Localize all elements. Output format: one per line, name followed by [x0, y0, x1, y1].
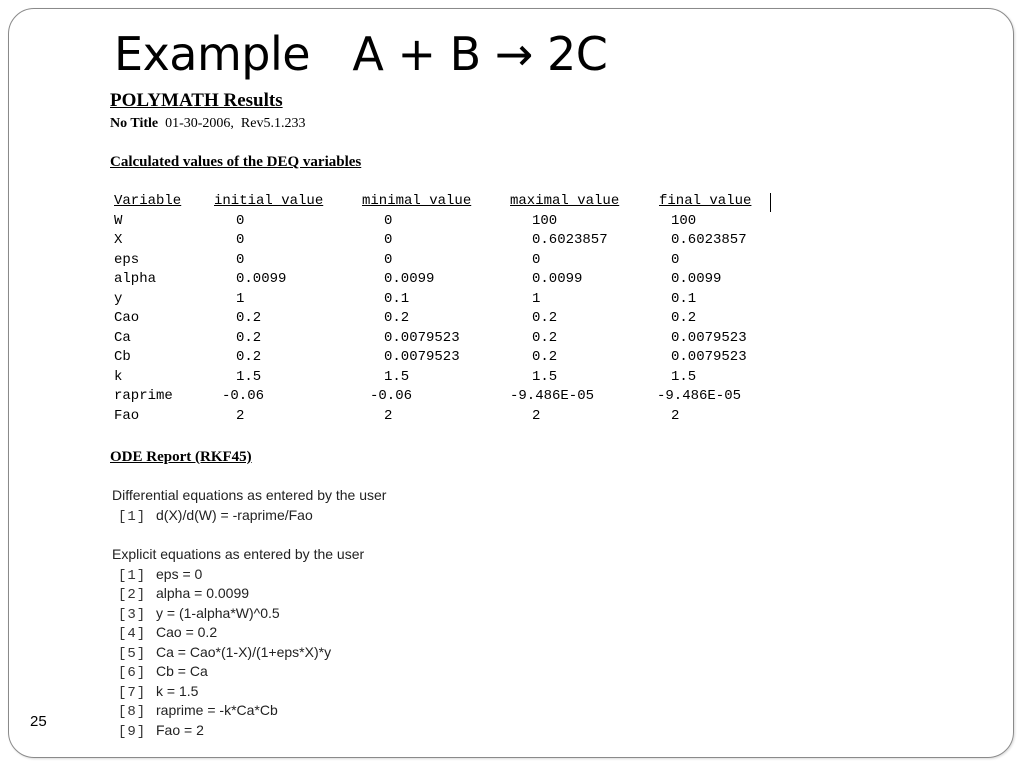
minimal-value-cell: 0.0079523 [384, 329, 460, 346]
table-row [114, 271, 722, 291]
variable-cell: Cb [114, 349, 131, 365]
minimal-value-cell: -0.06 [370, 388, 413, 404]
deq-heading: Calculated values of the DEQ variables [110, 154, 362, 170]
equation-text: Fao = 2 [156, 721, 204, 738]
variable-cell: Ca [114, 329, 131, 346]
equation-number: [7] [118, 684, 147, 701]
table-row [114, 329, 747, 350]
equation-number: [8] [118, 704, 147, 720]
equation-text: d(X)/d(W) = -raprime/Fao [156, 506, 313, 523]
table-row [114, 388, 742, 408]
variable-cell: W [114, 212, 123, 229]
equation-text: alpha = 0.0099 [156, 585, 250, 601]
initial-value-cell: 0 [236, 232, 245, 248]
equation-line [112, 643, 364, 663]
explicit-caption: Explicit equations as entered by the user [112, 546, 365, 562]
equation-line [112, 662, 364, 682]
equation-text: eps = 0 [156, 565, 203, 582]
initial-value-cell: 2 [236, 407, 245, 424]
explicit-section [112, 545, 364, 740]
initial-value-cell: 1 [236, 290, 245, 307]
maximal-value-cell: 1.5 [532, 368, 558, 385]
initial-value-cell: 0 [236, 212, 245, 229]
initial-value-cell: 0.2 [236, 349, 262, 365]
table-row [114, 368, 697, 389]
column-header: initial value [214, 193, 324, 209]
final-value-cell: 0 [671, 251, 680, 268]
polymath-subtitle [110, 116, 306, 132]
column-header: Variable [114, 193, 182, 209]
minimal-value-cell: 0.2 [384, 310, 410, 326]
table-body [114, 212, 747, 428]
initial-value-cell: 0 [236, 251, 245, 268]
equation-text: k = 1.5 [156, 682, 199, 699]
initial-value-cell: 0.2 [236, 329, 262, 346]
maximal-value-cell: 0.2 [532, 310, 558, 326]
text-cursor [770, 193, 771, 212]
table-row [114, 232, 747, 252]
table-row [114, 290, 697, 311]
maximal-value-cell: 1 [532, 290, 541, 307]
initial-value-cell: -0.06 [222, 388, 265, 404]
equation-text: y = (1-alpha*W)^0.5 [156, 604, 280, 621]
equation-number: [9] [118, 723, 147, 740]
column-header: minimal value [362, 193, 472, 209]
minimal-value-cell: 0.0079523 [384, 349, 460, 365]
equation-line [112, 584, 364, 604]
column-header: final value [659, 193, 752, 209]
differential-section [112, 486, 386, 525]
final-value-cell: 0.0079523 [671, 329, 747, 346]
polymath-title: POLYMATH Results [110, 90, 283, 111]
final-value-cell: 100 [671, 212, 697, 229]
equation-text: Cao = 0.2 [156, 624, 218, 640]
explicit-equation-list [112, 565, 364, 741]
equation-text: Cb = Ca [156, 663, 208, 679]
equation-number: [1] [118, 508, 147, 525]
equation-number: [3] [118, 606, 147, 623]
final-value-cell: -9.486E-05 [657, 388, 742, 404]
maximal-value-cell: 100 [532, 212, 558, 229]
initial-value-cell: 0.2 [236, 310, 262, 326]
column-header: maximal value [510, 193, 620, 209]
table-header-row [114, 193, 752, 213]
maximal-value-cell: 0.6023857 [532, 232, 608, 248]
variable-cell: X [114, 232, 123, 248]
initial-value-cell: 0.0099 [236, 271, 287, 287]
final-value-cell: 1.5 [671, 368, 697, 385]
slide-title: Example A + B → 2C [114, 27, 608, 81]
differential-caption: Differential equations as entered by the user [112, 487, 387, 503]
variable-cell: eps [114, 251, 140, 268]
equation-line [112, 604, 364, 624]
equation-number: [6] [118, 665, 147, 681]
maximal-value-cell: 0 [532, 251, 541, 268]
ode-report-heading: ODE Report (RKF45) [110, 449, 252, 465]
variable-cell: k [114, 368, 123, 385]
equation-number: [5] [118, 645, 147, 662]
table-row [114, 349, 747, 369]
minimal-value-cell: 0.1 [384, 290, 410, 307]
page-number: 25 [30, 713, 47, 730]
final-value-cell: 0.0079523 [671, 349, 747, 365]
equation-line [112, 623, 364, 643]
table-row [114, 310, 697, 330]
variable-cell: Fao [114, 407, 140, 424]
equation-line [112, 721, 364, 741]
equation-line [112, 565, 364, 585]
maximal-value-cell: 0.0099 [532, 271, 583, 287]
deq-table [114, 193, 752, 427]
equation-line [112, 682, 364, 702]
variable-cell: Cao [114, 310, 140, 326]
initial-value-cell: 1.5 [236, 368, 262, 385]
variable-cell: y [114, 290, 123, 307]
table-row [114, 407, 680, 428]
maximal-value-cell: 0.2 [532, 329, 558, 346]
table-row [114, 212, 697, 233]
differential-equation-list [112, 506, 386, 526]
variable-cell: alpha [114, 271, 157, 287]
subtitle-info: 01-30-2006, Rev5.1.233 [158, 116, 306, 131]
final-value-cell: 0.6023857 [671, 232, 747, 248]
final-value-cell: 0.1 [671, 290, 697, 307]
maximal-value-cell: 0.2 [532, 349, 558, 365]
minimal-value-cell: 0 [384, 212, 393, 229]
variable-cell: raprime [114, 388, 173, 404]
equation-line [112, 506, 386, 526]
minimal-value-cell: 1.5 [384, 368, 410, 385]
equation-number: [1] [118, 567, 147, 584]
maximal-value-cell: -9.486E-05 [510, 388, 595, 404]
minimal-value-cell: 0 [384, 251, 393, 268]
final-value-cell: 0.2 [671, 310, 697, 326]
equation-text: Ca = Cao*(1-X)/(1+eps*X)*y [156, 643, 332, 660]
final-value-cell: 0.0099 [671, 271, 722, 287]
equation-number: [2] [118, 587, 147, 603]
maximal-value-cell: 2 [532, 407, 541, 424]
subtitle-label: No Title [110, 116, 159, 131]
equation-number: [4] [118, 626, 147, 642]
minimal-value-cell: 0 [384, 232, 393, 248]
table-row [114, 251, 680, 272]
equation-text: raprime = -k*Ca*Cb [156, 702, 278, 718]
minimal-value-cell: 0.0099 [384, 271, 435, 287]
equation-line [112, 701, 364, 721]
minimal-value-cell: 2 [384, 407, 393, 424]
final-value-cell: 2 [671, 407, 680, 424]
